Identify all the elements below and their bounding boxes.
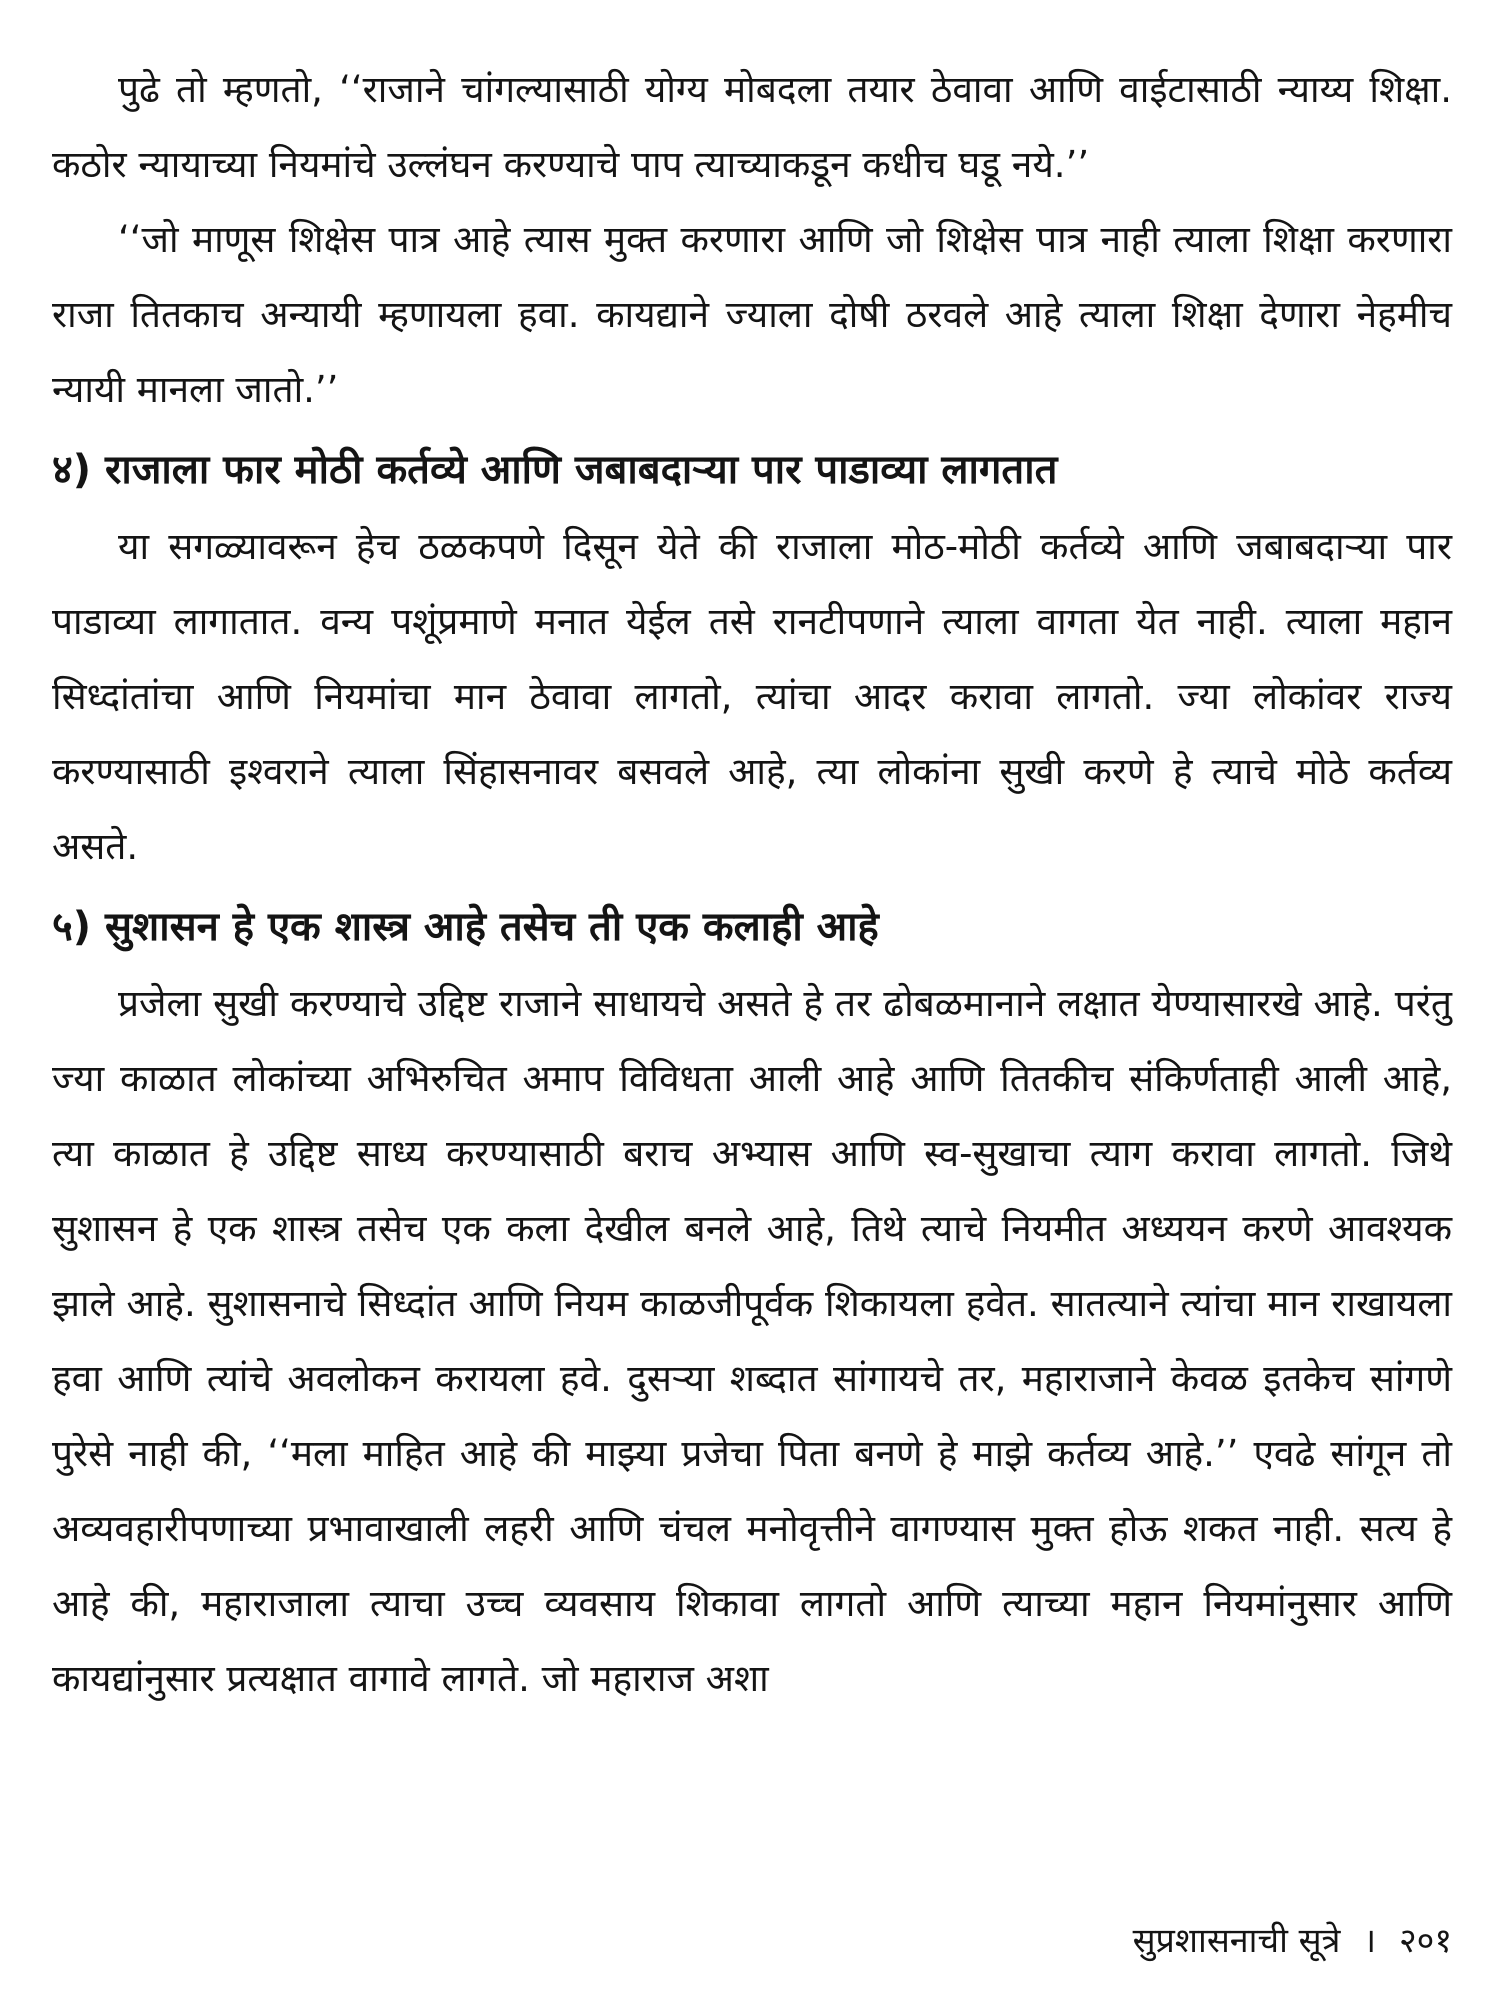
paragraph-4: प्रजेला सुखी करण्याचे उद्दिष्ट राजाने साधायचे असते हे तर ढोबळमानाने लक्षात येण्यासारखे आहे. परंतु ज्या काळात लोकांच्या अभिरुचित अमाप विविधता आली आहे आणि तितकीच संकिर्णताही आली आहे, त्या काळात हे उद्दिष्ट साध्य करण्यासाठी बराच अभ्यास आणि स्व-सुखाचा त्याग करावा लागतो. जिथे सुशासन हे एक शास्त्र तसेच एक कला देखील बनले आहे, तिथे त्याचे नियमीत अध्ययन करणे आवश्यक झाले आहे. सुशासनाचे सिध्दांत आणि नियम काळजीपूर्वक शिकायला हवेत. सातत्याने त्यांचा मान राखायला हवा आणि त्यांचे अवलोकन करायला हवे. दुसऱ्या शब्दात सांगायचे तर, महाराजाने केवळ इतकेच सांगणे पुरेसे नाही की, ‘‘मला माहित आहे की माझ्या प्रजेचा पिता बनणे हे माझे कर्तव्य आहे.’’ एवढे सांगून तो अव्यवहारीपणाच्या प्रभावाखाली लहरी आणि चंचल मनोवृत्तीने वागण्यास मुक्त होऊ शकत नाही. सत्य हे आहे की, महाराजाला त्याचा उच्च व्यवसाय शिकावा लागतो आणि त्याच्या महान नियमांनुसार आणि कायद्यांनुसार प्रत्यक्षात वागावे लागते. जो महाराज अशा [52, 982, 1452, 1700]
paragraph-2: ‘‘जो माणूस शिक्षेस पात्र आहे त्यास मुक्त करणारा आणि जो शिक्षेस पात्र नाही त्याला शिक्षा करणारा राजा तितकाच अन्यायी म्हणायला हवा. कायद्याने ज्याला दोषी ठरवले आहे त्याला शिक्षा देणारा नेहमीच न्यायी मानला जातो.’’ [52, 218, 1452, 411]
section-heading-5: ५) सुशासन हे एक शास्त्र आहे तसेच ती एक कलाही आहे [52, 904, 879, 950]
page-number: २०१ [1398, 1921, 1452, 1961]
paragraph-1: पुढे तो म्हणतो, ‘‘राजाने चांगल्यासाठी योग्य मोबदला तयार ठेवावा आणि वाईटासाठी न्याय्य शिक्षा. कठोर न्यायाच्या नियमांचे उल्लंघन करण्याचे पाप त्याच्याकडून कधीच घडू नये.’’ [52, 68, 1452, 186]
page-footer [1133, 1918, 1452, 1964]
section-heading-4: ४) राजाला फार मोठी कर्तव्ये आणि जबाबदाऱ्या पार पाडाव्या लागतात [52, 447, 1058, 493]
footer-book-title: सुप्रशासनाची सूत्रे [1132, 1921, 1341, 1961]
paragraph-3: या सगळ्यावरून हेच ठळकपणे दिसून येते की राजाला मोठ-मोठी कर्तव्ये आणि जबाबदाऱ्या पार पाडाव्या लागातात. वन्य पशूंप्रमाणे मनात येईल तसे रानटीपणाने त्याला वागता येत नाही. त्याला महान सिध्दांतांचा आणि नियमांचा मान ठेवावा लागतो, त्यांचा आदर करावा लागतो. ज्या लोकांवर राज्य करण्यासाठी इश्वराने त्याला सिंहासनावर बसवले आहे, त्या लोकांना सुखी करणे हे त्याचे मोठे कर्तव्य असते. [52, 525, 1452, 868]
footer-separator: । [1363, 1921, 1377, 1961]
page-body [52, 52, 1452, 1716]
